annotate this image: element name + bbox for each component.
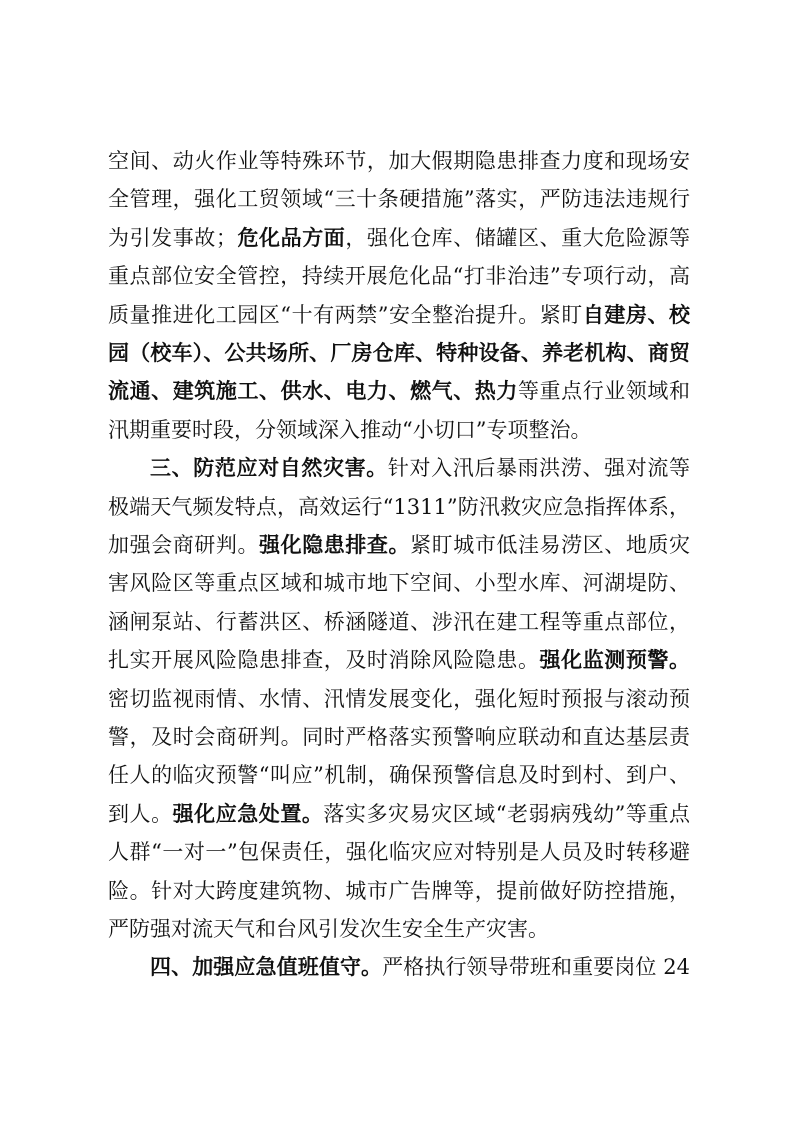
text-line [108,795,690,833]
text-line [108,718,690,756]
text-line [108,180,690,218]
body-text: 针对入汛后暴雨洪涝、强对流等 [387,456,690,481]
body-text: 任人的临灾预警“叫应”机制，确保预警信息及时到村、到户、 [108,763,690,788]
text-line [108,564,690,602]
text-line [108,142,690,180]
bold-heading-text: 自建房、校 [582,302,690,327]
body-text: 密切监视雨情、水情、汛情发展变化，强化短时预报与滚动预 [108,686,690,711]
body-text: 严防强对流天气和台风引发次生安全生产灾害。 [108,917,549,941]
text-line [108,872,690,910]
text-line [108,680,690,718]
text-line [108,411,690,449]
text-line [108,756,690,794]
document-body [108,142,690,987]
body-text: 等重点行业领域和 [517,379,691,404]
body-text: 极端天气频发特点，高效运行“1311”防汛救灾应急指挥体系， [108,494,690,519]
body-text: 加强会商研判。 [108,533,260,557]
text-line [108,372,690,410]
bold-heading-text: 强化监测预警。 [539,648,691,673]
text-line [108,334,690,372]
body-text: 人群“一对一”包保责任，强化临灾应对特别是人员及时转移避 [108,840,690,865]
text-line [108,833,690,871]
body-text: 险。针对大跨度建筑物、城市广告牌等，提前做好防控措施， [108,878,690,903]
text-line [108,526,690,564]
text-line [108,488,690,526]
text-line [150,948,690,986]
text-line [108,641,690,679]
body-text: 空间、动火作业等特殊环节，加大假期隐患排查力度和现场安 [108,149,690,173]
body-text: 涵闸泵站、行蓄洪区、桥涵隧道、涉汛在建工程等重点部位， [108,609,690,634]
body-text: 扎实开展风险隐患排查，及时消除风险隐患。 [108,648,540,673]
text-line [150,449,690,487]
body-text: 落实多灾易灾区域“老弱病残幼”等重点 [323,801,691,826]
body-text: ，强化仓库、储罐区、重大危险源等 [345,225,691,250]
bold-heading-text: 流通、建筑施工、供水、电力、燃气、热力 [108,379,518,404]
bold-heading-text: 强化应急处置。 [172,801,324,826]
bold-heading-text: 三、防范应对自然灾害。 [150,456,388,481]
body-text: 重点部位安全管控，持续开展危化品“打非治违”专项行动，高 [108,264,690,289]
text-line [108,219,690,257]
bold-heading-text: 园（校车）、公共场所、厂房仓库、特种设备、养老机构、商贸 [108,341,690,365]
body-text: 全管理，强化工贸领域“三十条硬措施”落实，严防违法违规行 [108,187,690,212]
body-text: 到人。 [108,801,173,826]
bold-heading-text: 危化品方面 [236,225,346,250]
body-text: 害风险区等重点区域和城市地下空间、小型水库、河湖堤防、 [108,571,690,596]
text-line [108,257,690,295]
bold-heading-text: 强化隐患排查。 [259,533,411,557]
text-line [108,296,690,334]
body-text: 质量推进化工园区“十有两禁”安全整治提升。紧盯 [108,302,583,327]
body-text: 汛期重要时段，分领域深入推动“小切口”专项整治。 [108,417,592,442]
text-line [108,910,690,948]
body-text: 警，及时会商研判。同时严格落实预警响应联动和直达基层责 [108,725,690,749]
text-line [108,603,690,641]
body-text: 为引发事故； [108,225,237,250]
body-text: 严格执行领导带班和重要岗位 24 [382,955,690,980]
bold-heading-text: 四、加强应急值班值守。 [150,955,383,980]
body-text: 紧盯城市低洼易涝区、地质灾 [410,533,691,557]
